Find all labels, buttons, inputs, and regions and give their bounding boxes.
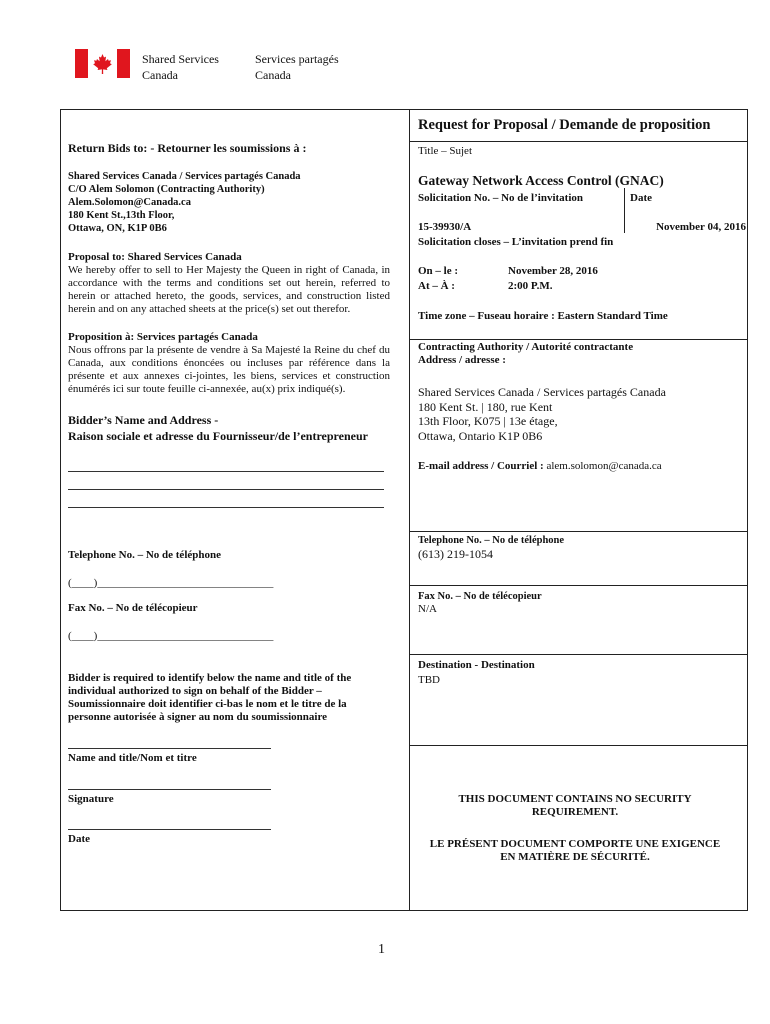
solicitation-no-label: Solicitation No. – No de l’invitation (418, 192, 584, 204)
date-label: Date (68, 833, 90, 845)
timezone: Time zone – Fuseau horaire : Eastern Standard Time (418, 310, 668, 322)
date-divider (624, 188, 625, 233)
fax-blank[interactable]: (____)________________________________ (68, 630, 274, 642)
on-value: November 28, 2016 (508, 265, 598, 277)
address-line: C/O Alem Solomon (Contracting Authority) (68, 184, 265, 195)
authority-label-line1: Contracting Authority / Autorité contractante (418, 341, 634, 353)
title-label: Title – Sujet (418, 145, 472, 157)
bidder-heading (68, 412, 368, 444)
date-value: November 04, 2016 (656, 221, 746, 233)
signature-label: Signature (68, 793, 114, 805)
org-name-en-line2: Canada (142, 68, 178, 82)
rule-destination (409, 654, 748, 655)
email-label: E-mail address / Courriel : (418, 460, 544, 472)
bidder-required-text: Bidder is required to identify below the name and title of the individual authorized to sign on behalf of the Bidder – Soumissionnaire doit identifier ci-bas le nom et le titre de la personne autorisée à signer au nom du soumissionnaire (68, 672, 352, 723)
rule-authority (409, 339, 748, 340)
bidder-name-line-3[interactable] (68, 507, 384, 508)
authority-address-line: Shared Services Canada / Services partagés Canada (418, 385, 666, 399)
rfp-title: Request for Proposal / Demande de proposition (418, 117, 711, 133)
address-line: 180 Kent St.,13th Floor, (68, 210, 175, 221)
org-name-fr-line1: Services partagés (255, 52, 339, 66)
email-row (418, 460, 662, 473)
bidder-name-line-1[interactable] (68, 471, 384, 472)
return-address (68, 170, 301, 235)
authority-address (418, 385, 666, 443)
rule-telephone (409, 531, 748, 532)
address-line: Ottawa, ON, K1P 0B6 (68, 223, 167, 234)
authority-label-line2: Address / adresse : (418, 354, 506, 366)
right-telephone-value: (613) 219-1054 (418, 547, 493, 561)
contracting-authority-label (418, 341, 633, 367)
rule-title (409, 141, 748, 142)
at-value: 2:00 P.M. (508, 280, 553, 292)
security-notice-en: THIS DOCUMENT CONTAINS NO SECURITY REQUIREMENT. (458, 793, 692, 818)
solicitation-no-value: 15-39930/A (418, 221, 472, 233)
org-name-fr (255, 51, 339, 83)
proposal-to-text: We hereby offer to sell to Her Majesty the Queen in right of Canada, in accordance with the terms and conditions set out herein, referred to herein or attached hereto, the goods, services, and construction listed herein and on any attached sheets at the price(s) set out therefor. (68, 264, 390, 315)
proposal-to-heading: Proposal to: Shared Services Canada (68, 251, 242, 263)
telephone-blank[interactable]: (____)________________________________ (68, 577, 274, 589)
date-line[interactable] (68, 829, 271, 830)
authority-address-line: Ottawa, Ontario K1P 0B6 (418, 428, 543, 443)
column-divider (409, 109, 410, 911)
return-bids-title: Return Bids to: - Retourner les soumissions à : (68, 141, 307, 155)
telephone-label: Telephone No. – No de téléphone (68, 549, 221, 561)
canada-flag-logo (75, 49, 130, 78)
on-label: On – le : (418, 265, 459, 277)
email-value[interactable]: alem.solomon@canada.ca (546, 460, 662, 472)
authority-address-line: 13th Floor, K075 | 13e étage, (418, 414, 558, 428)
security-notice-fr: LE PRÉSENT DOCUMENT COMPORTE UNE EXIGENCE EN MATIÈRE DE SÉCURITÉ. (429, 838, 721, 863)
page-number: 1 (378, 942, 385, 957)
org-name-fr-line2: Canada (255, 68, 291, 82)
rule-security (409, 745, 748, 746)
proposition-heading: Proposition à: Services partagés Canada (68, 331, 258, 343)
address-line: Alem.Solomon@Canada.ca (68, 197, 191, 208)
right-telephone-label: Telephone No. – No de téléphone (418, 535, 565, 546)
date-header-label: Date (630, 192, 652, 204)
address-line: Shared Services Canada / Services partagés Canada (68, 171, 301, 182)
rule-fax (409, 585, 748, 586)
signature-line[interactable] (68, 789, 271, 790)
org-name-en (142, 51, 219, 83)
name-title-line[interactable] (68, 748, 271, 749)
at-label: At – À : (418, 280, 455, 292)
destination-label: Destination - Destination (418, 659, 535, 671)
fax-label: Fax No. – No de télécopieur (68, 602, 198, 614)
title-value: Gateway Network Access Control (GNAC) (418, 173, 664, 188)
bidder-name-line-2[interactable] (68, 489, 384, 490)
name-title-label: Name and title/Nom et titre (68, 752, 197, 764)
bidder-heading-line1: Bidder’s Name and Address - (68, 413, 219, 427)
proposition-text: Nous offrons par la présente de vendre à Sa Majesté la Reine du chef du Canada, aux conditions énoncées ou incluses par référence dans la présente et aux annexes ci-jointes, les biens, services et construction énumérés ici sur toute feuille ci-annexée, au(x) prix indiqué(s). (68, 344, 390, 395)
right-fax-value: N/A (418, 603, 437, 615)
right-fax-label: Fax No. – No de télécopieur (418, 591, 542, 602)
solicitation-closes-label: Solicitation closes – L’invitation prend fin (418, 236, 614, 248)
org-name-en-line1: Shared Services (142, 52, 219, 66)
destination-value: TBD (418, 674, 440, 686)
bidder-heading-line2: Raison sociale et adresse du Fournisseur/de l’entrepreneur (68, 429, 368, 443)
authority-address-line: 180 Kent St. | 180, rue Kent (418, 399, 553, 414)
